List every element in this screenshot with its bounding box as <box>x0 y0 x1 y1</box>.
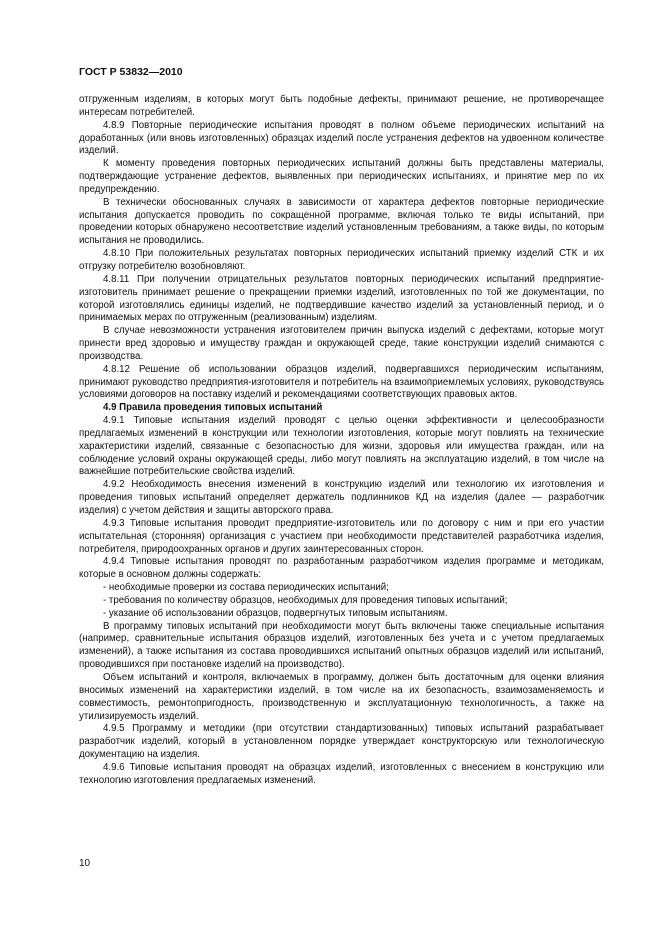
paragraph: 4.9.4 Типовые испытания проводят по разработанным разработчиком изделия программе и методикам, которые в основном должны содержать: <box>79 556 604 581</box>
paragraph: 4.8.12 Решение об использовании образцов изделий, подвергавшихся периодическим испытаниям, принимают руководство предприятия-изготовителя и потребитель на взаимоприемлемых условиях, руководствуясь условиями договоров на поставку изделий и рекомендациями соответствующих правовых актов. <box>79 363 604 401</box>
paragraph: 4.8.10 При положительных результатах повторных периодических испытаний приемку изделий СТК и их отгрузку потребителю возобновляют. <box>79 248 604 272</box>
paragraph: 4.9.5 Программу и методики (при отсутствии стандартизованных) типовых испытаний разрабатывает разработчик изделий, который в установленном порядке утверждает конструкторскую или технологическую документацию на изделия. <box>79 723 604 761</box>
paragraph: В технически обоснованных случаях в зависимости от характера дефектов повторные периодические испытания допускается проводить по сокращенной программе, включая только те виды испытаний, при проведении которых обнаружено несоответствие изделий установленным требованиям, а также виды, по которым испытания не проводились. <box>79 196 604 247</box>
paragraph: 4.9.1 Типовые испытания изделий проводят с целью оценки эффективности и целесообразности предлагаемых изменений в конструкции или технологии изготовления, которые могут повлиять на технические характеристики изделий, связанные с безопасностью для жизни, здоровья или имущества граждан, или на соблюдение условий охраны окружающей среды, либо могут повлиять на эксплуатацию изделий, в том числе на важнейшие потребительские свойства изделий. <box>79 415 604 478</box>
paragraph: Объем испытаний и контроля, включаемых в программу, должен быть достаточным для оценки влияния вносимых изменений на характеристики изделий, в том числе на их безопасность, взаимозаменяемость и совместимость, ремонтопригодность, производственную и эксплуатационную технологичность, а также на утилизируемость изделий. <box>79 671 604 722</box>
page-number: 10 <box>79 858 91 869</box>
paragraph: 4.9.2 Необходимость внесения изменений в конструкцию изделий или технологию их изготовления и проведения типовых испытаний определяет держатель подлинников КД на изделия (далее — разработчик изделия) с учетом действия и защиты авторского права. <box>79 479 604 516</box>
paragraph: 4.8.9 Повторные периодические испытания проводят в полном объеме периодических испытаний на доработанных (или вновь изготовленных) образцах изделий после устранения дефектов на удвоенном количестве изделий. <box>79 119 604 157</box>
section-heading: 4.9 Правила проведения типовых испытаний <box>103 402 323 414</box>
paragraph: В случае невозможности устранения изготовителем причин выпуска изделий с дефектами, которые могут принести вред здоровью и имуществу граждан и окружающей среде, такие конструкции изделий снимаются с производства. <box>79 325 604 362</box>
paragraph: 4.9.3 Типовые испытания проводит предприятие-изготовитель или по договору с ним и при его участии испытательная (сторонняя) организация с участием при необходимости представителей разработчика изделия, потребителя, природоохранных органов и других заинтересованных сторон. <box>79 517 604 555</box>
paragraph: отгруженным изделиям, в которых могут быть подобные дефекты, принимают решение, не противоречащее интересам потребителей. <box>79 94 604 118</box>
paragraph: 4.9.6 Типовые испытания проводят на образцах изделий, изготовленных с внесением в конструкцию или технологию изготовления предлагаемых изменений. <box>79 761 604 786</box>
paragraph: 4.8.11 При получении отрицательных результатов повторных периодических испытаний предприятие-изготовитель принимает решение о прекращении приемки изделий, изготовленных по той же документации, по которой изготовлялись единицы изделий, не подтвердившие качество изделий за установленный период, и о принимаемых мерах по отгруженным (реализованным) изделиям. <box>79 273 604 324</box>
paragraph: В программу типовых испытаний при необходимости могут быть включены также специальные испытания (например, сравнительные испытания образцов изделий, изготовленных без учета и с учетом предлагаемых изменений), а также испытания из состава проводившихся испытаний опытных образцов изделий или испытаний, проводившихся при постановке изделий на производство). <box>79 620 604 671</box>
document-header: ГОСТ Р 53832—2010 <box>79 66 183 78</box>
list-item: - необходимые проверки из состава периодических испытаний; <box>103 582 389 594</box>
list-item: - указание об использовании образцов, подвергнутых типовым испытаниям. <box>103 607 448 619</box>
paragraph: К моменту проведения повторных периодических испытаний должны быть представлены материалы, подтверждающие устранение дефектов, выявленных при периодических испытаниях, и принятие мер по их предупреждению. <box>79 158 604 195</box>
list-item: - требования по количеству образцов, необходимых для проведения типовых испытаний; <box>103 594 508 606</box>
document-body <box>79 94 604 788</box>
